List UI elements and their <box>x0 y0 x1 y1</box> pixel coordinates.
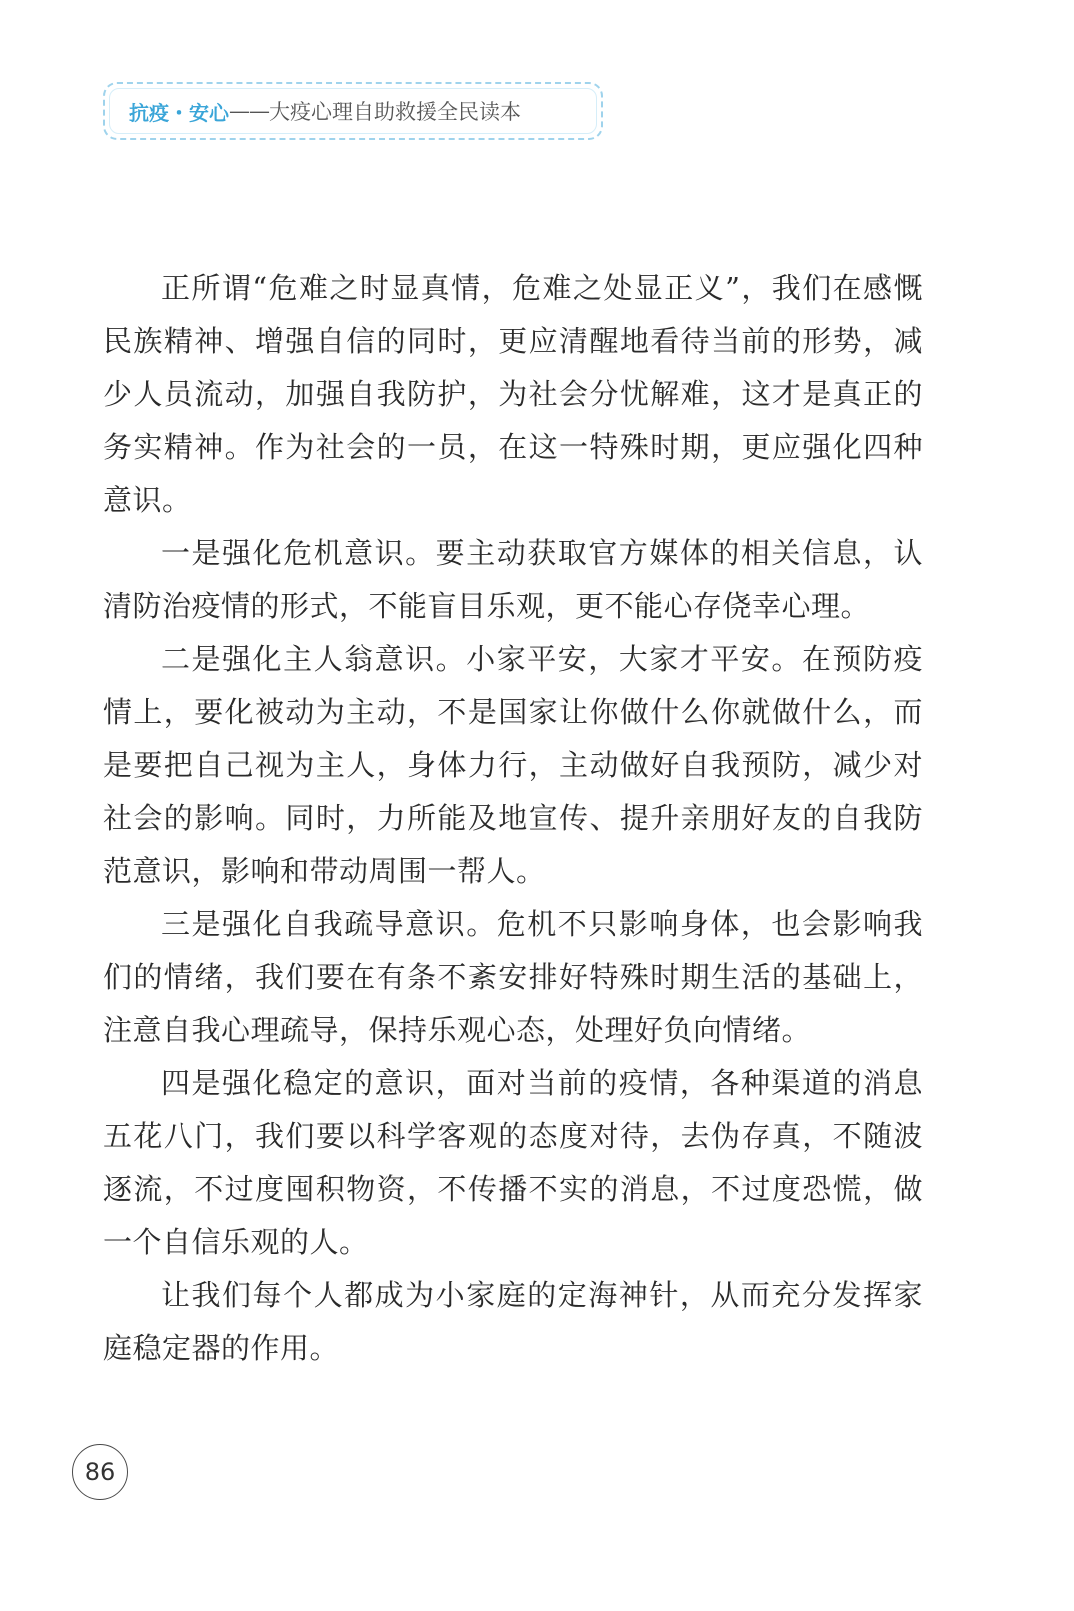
running-header <box>103 82 603 140</box>
body-text <box>103 262 923 1375</box>
header-series-title: 抗疫・安心 <box>129 100 229 125</box>
header-dash: —— <box>229 99 269 123</box>
paragraph-ownership-awareness: 二是强化主人翁意识。小家平安，大家才平安。在预防疫情上，要化被动为主动，不是国家让你做什么你就做什么，而是要把自己视为主人，身体力行，主动做好自我预防，减少对社会的影响。同时，力所能及地宣传、提升亲朋好友的自我防范意识，影响和带动周围一帮人。 <box>103 642 923 888</box>
header-book-title: 大疫心理自助救援全民读本 <box>269 100 521 124</box>
paragraph-stability-awareness: 四是强化稳定的意识，面对当前的疫情，各种渠道的消息五花八门，我们要以科学客观的态度对待，去伪存真，不随波逐流，不过度囤积物资，不传播不实的消息，不过度恐慌，做一个自信乐观的人。 <box>103 1066 923 1259</box>
paragraph-self-guidance-awareness: 三是强化自我疏导意识。危机不只影响身体，也会影响我们的情绪，我们要在有条不紊安排好特殊时期生活的基础上，注意自我心理疏导，保持乐观心态，处理好负向情绪。 <box>103 907 923 1047</box>
paragraph-conclusion: 让我们每个人都成为小家庭的定海神针，从而充分发挥家庭稳定器的作用。 <box>103 1278 923 1365</box>
paragraph-intro: 正所谓“危难之时显真情，危难之处显正义”，我们在感慨民族精神、增强自信的同时，更应清醒地看待当前的形势，减少人员流动，加强自我防护，为社会分忧解难，这才是真正的务实精神。作为社会的一员，在这一特殊时期，更应强化四种意识。 <box>103 271 923 517</box>
paragraph-crisis-awareness: 一是强化危机意识。要主动获取官方媒体的相关信息，认清防治疫情的形式，不能盲目乐观，更不能心存侥幸心理。 <box>103 536 923 623</box>
page-number: 86 <box>72 1444 128 1500</box>
